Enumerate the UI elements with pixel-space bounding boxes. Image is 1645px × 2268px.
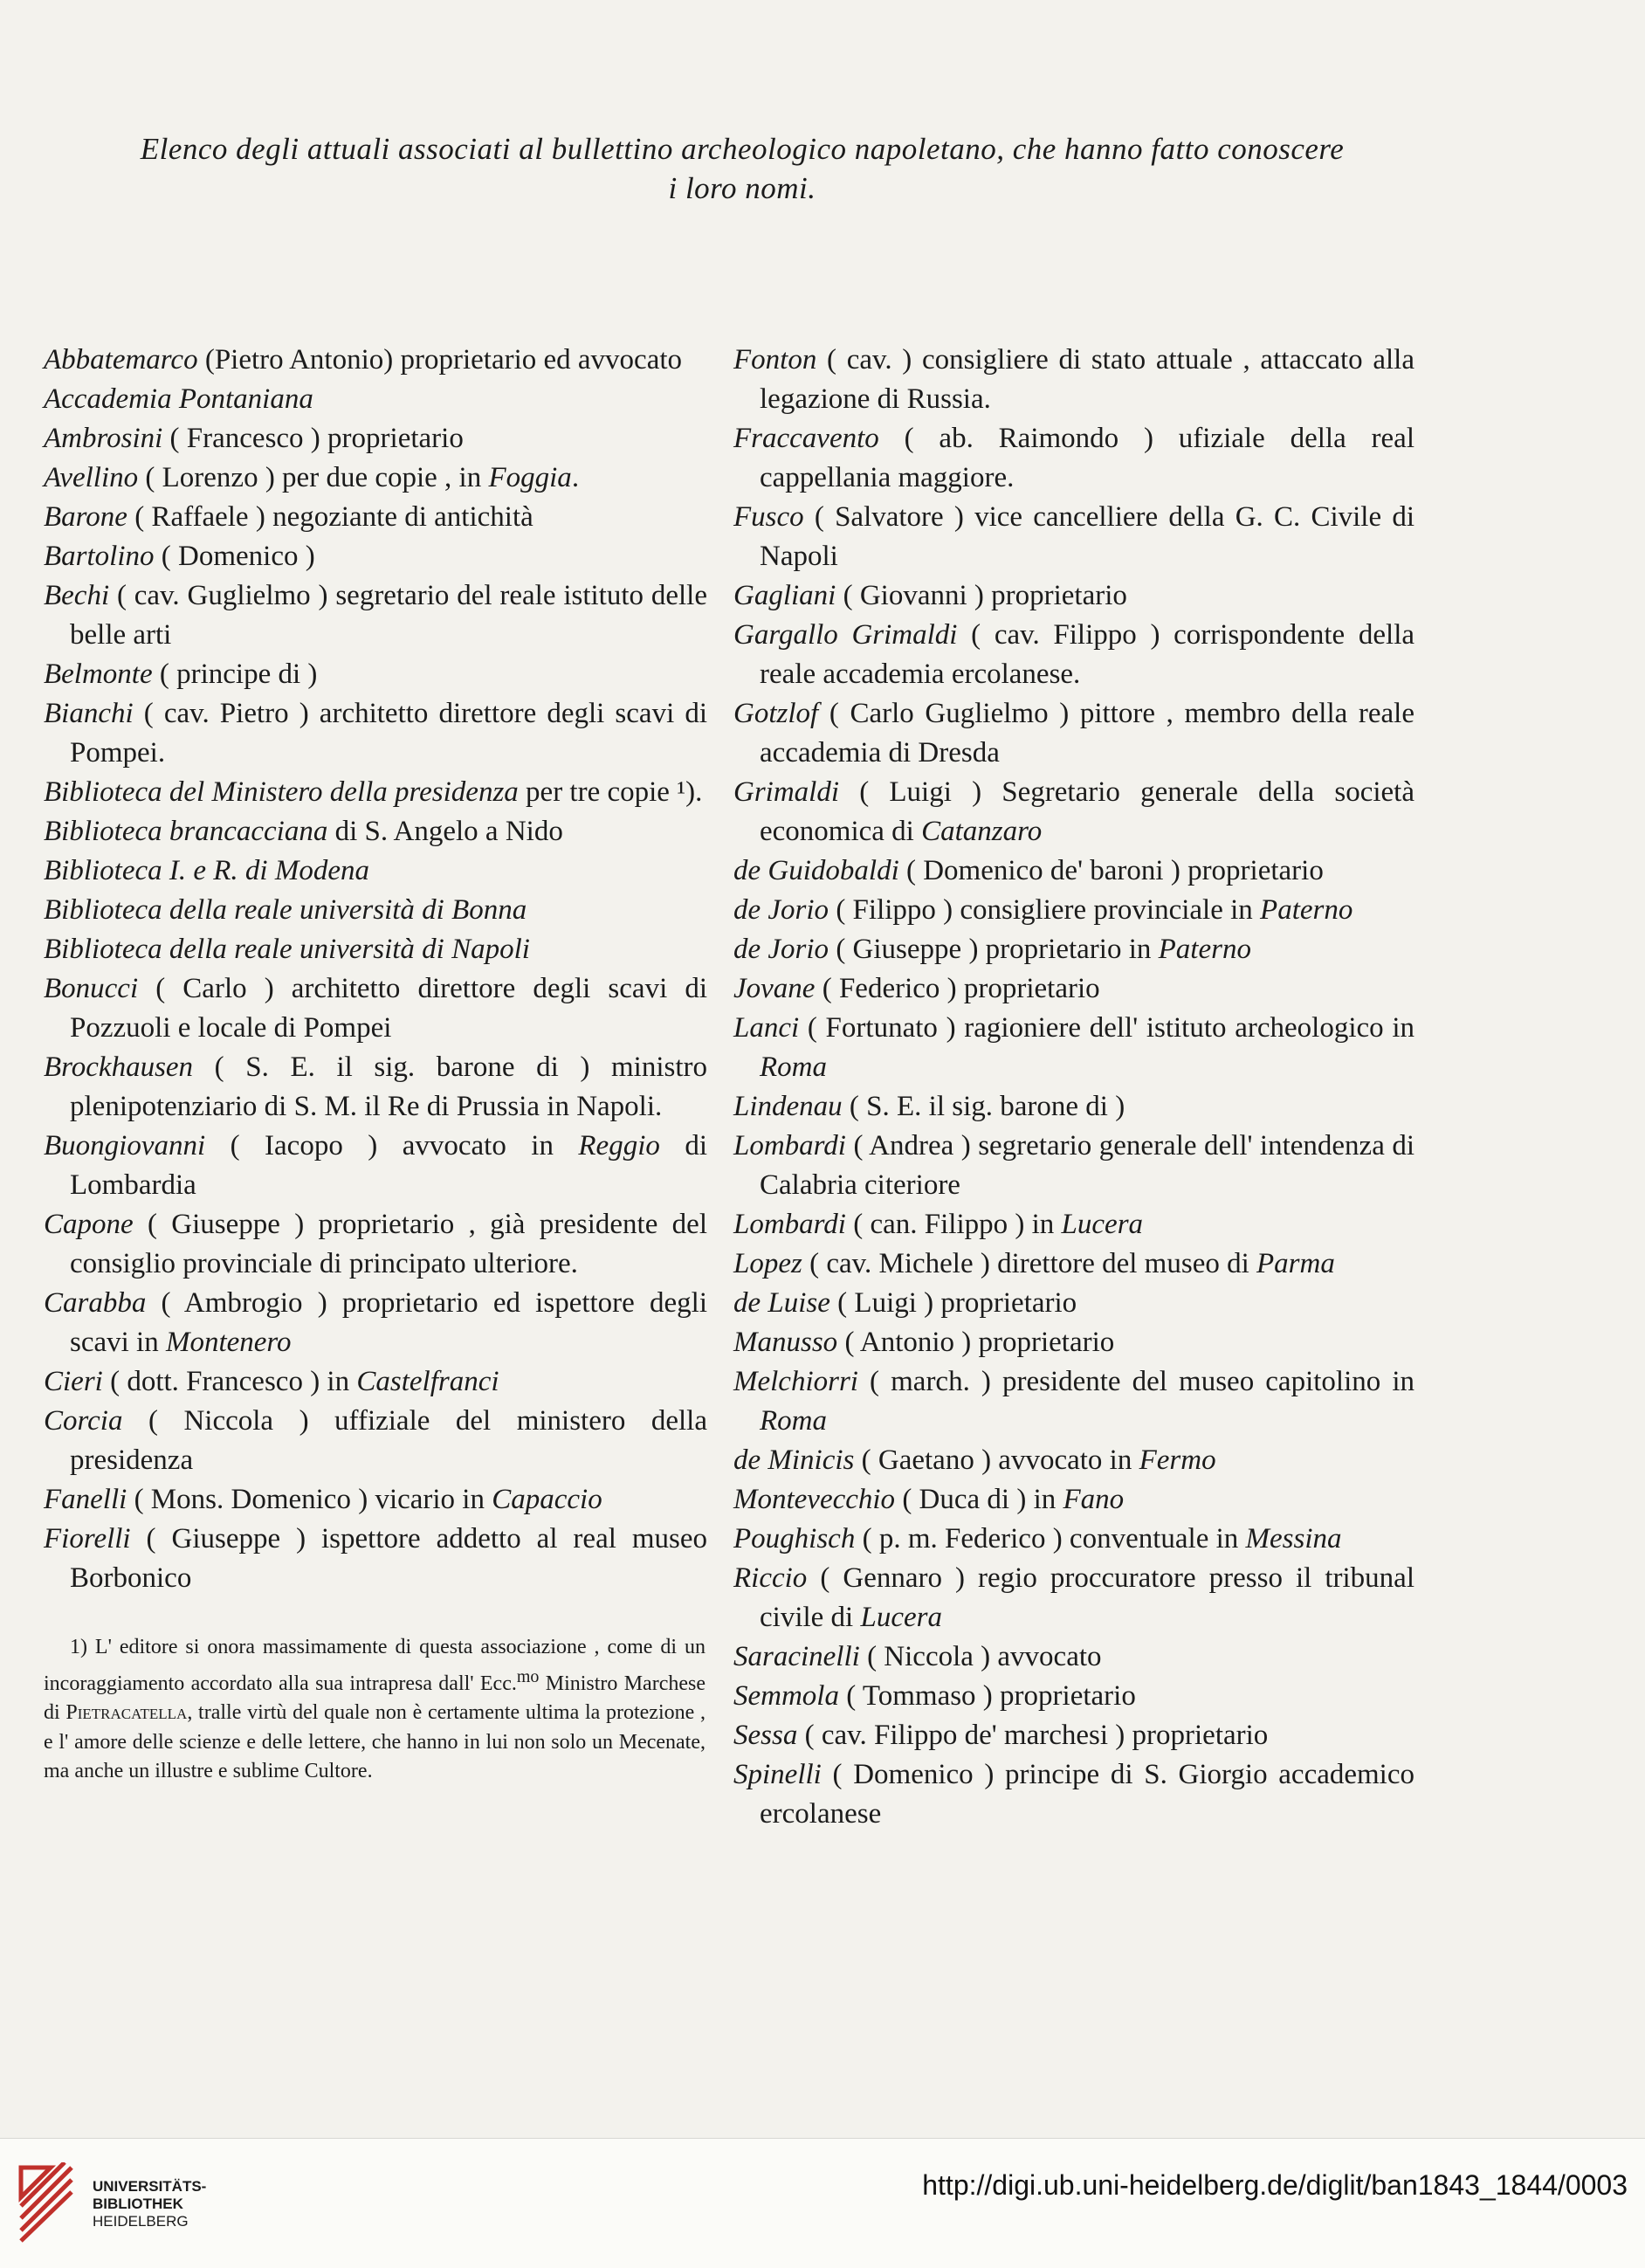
list-item bbox=[733, 1362, 1414, 1441]
entry-name: Montevecchio bbox=[733, 1484, 896, 1515]
entry-name: Ambrosini bbox=[44, 423, 163, 454]
entry-name: Jovane bbox=[733, 973, 816, 1004]
list-item bbox=[733, 498, 1414, 576]
entry-place: Lucera bbox=[860, 1602, 942, 1633]
source-url-link[interactable]: http://digi.ub.uni-heidelberg.de/diglit/ban1843_1844/0003 bbox=[922, 2169, 1628, 2201]
entry-place: Montenero bbox=[165, 1327, 292, 1358]
list-item bbox=[733, 1480, 1414, 1520]
entry-text: ( Niccola ) uffiziale del ministero della presidenza bbox=[70, 1405, 707, 1476]
entry-place: Foggia bbox=[488, 462, 572, 493]
entry-text: ( cav. Filippo ) corrispondente della reale accademia ercolanese. bbox=[760, 619, 1415, 690]
library-logo-icon bbox=[16, 2162, 77, 2243]
entry-text: per tre copie ¹). bbox=[518, 776, 703, 808]
list-item bbox=[733, 1284, 1414, 1323]
entry-text-after: . bbox=[571, 462, 580, 493]
list-item bbox=[733, 341, 1414, 419]
list-item bbox=[733, 576, 1414, 616]
entry-text: ( cav. Michele ) direttore del museo di bbox=[802, 1248, 1257, 1279]
entry-name: Biblioteca della reale università di Napoli bbox=[44, 934, 530, 965]
library-logo-text bbox=[93, 2178, 206, 2230]
entry-name: Gargallo Grimaldi bbox=[733, 619, 958, 651]
entry-name: Bechi bbox=[44, 580, 110, 611]
entry-name: Carabba bbox=[44, 1287, 147, 1319]
entry-name: Manusso bbox=[733, 1327, 838, 1358]
list-item bbox=[44, 1127, 707, 1205]
list-item bbox=[733, 694, 1414, 773]
list-item bbox=[733, 930, 1414, 969]
entry-text: ( Francesco ) proprietario bbox=[162, 423, 464, 454]
entry-place: Reggio bbox=[578, 1130, 660, 1162]
list-item bbox=[733, 1127, 1414, 1205]
entry-name: Semmola bbox=[733, 1680, 839, 1712]
entry-name: Fiorelli bbox=[44, 1523, 131, 1555]
list-item bbox=[44, 537, 707, 576]
entry-name: Fanelli bbox=[44, 1484, 127, 1515]
entry-text: ( Giuseppe ) ispettore addetto al real museo Borbonico bbox=[70, 1523, 707, 1594]
left-column bbox=[44, 341, 707, 1598]
entry-place: Catanzaro bbox=[921, 816, 1043, 847]
entry-name: Corcia bbox=[44, 1405, 123, 1437]
entry-name: Abbatemarco bbox=[44, 344, 198, 376]
logo-line-1: UNIVERSITÄTS- bbox=[93, 2178, 207, 2195]
entry-name: Spinelli bbox=[733, 1759, 822, 1790]
logo-line-3: HEIDELBERG bbox=[93, 2213, 189, 2230]
list-item bbox=[44, 851, 707, 891]
entry-text: ( Domenico de' baroni ) proprietario bbox=[898, 855, 1324, 886]
entry-place: Messina bbox=[1245, 1523, 1342, 1555]
entry-name: Poughisch bbox=[733, 1523, 856, 1555]
list-item bbox=[44, 1402, 707, 1480]
entry-text: ( Federico ) proprietario bbox=[815, 973, 1100, 1004]
list-item bbox=[733, 1637, 1414, 1677]
entry-name: Avellino bbox=[44, 462, 139, 493]
entry-name: Accademia Pontaniana bbox=[44, 383, 313, 415]
entry-place: Roma bbox=[760, 1405, 827, 1437]
entry-name: Capone bbox=[44, 1209, 134, 1240]
entry-text: ( Giuseppe ) proprietario , già presidente del consiglio provinciale di principato ulteriore. bbox=[70, 1209, 707, 1279]
entry-name: Biblioteca della reale università di Bonna bbox=[44, 894, 527, 926]
right-column bbox=[733, 341, 1414, 1834]
list-item bbox=[44, 419, 707, 458]
entry-text: ( cav. Guglielmo ) segretario del reale istituto delle belle arti bbox=[70, 580, 707, 651]
entry-place: Paterno bbox=[1260, 894, 1353, 926]
entry-name: Biblioteca brancacciana bbox=[44, 816, 328, 847]
list-item bbox=[733, 1441, 1414, 1480]
entry-name: Sessa bbox=[733, 1720, 798, 1751]
entry-name: Lombardi bbox=[733, 1209, 846, 1240]
entry-name: Cieri bbox=[44, 1366, 103, 1397]
entry-text: ( Niccola ) avvocato bbox=[859, 1641, 1102, 1672]
entry-place: Capaccio bbox=[492, 1484, 602, 1515]
entry-text: (Pietro Antonio) proprietario ed avvocato bbox=[197, 344, 683, 376]
list-item bbox=[733, 1520, 1414, 1559]
entry-text: ( Mons. Domenico ) vicario in bbox=[127, 1484, 492, 1515]
entry-text: ( Duca di ) in bbox=[895, 1484, 1063, 1515]
entry-name: de Guidobaldi bbox=[733, 855, 899, 886]
entry-name: Lombardi bbox=[733, 1130, 846, 1162]
footnote-text-2: Ministro Marchese di bbox=[44, 1672, 705, 1724]
list-item bbox=[44, 969, 707, 1048]
list-item bbox=[44, 694, 707, 773]
entry-text: ( cav. Pietro ) architetto direttore degli scavi di Pompei. bbox=[70, 698, 707, 769]
entry-text: di S. Angelo a Nido bbox=[327, 816, 563, 847]
entry-text: ( march. ) presidente del museo capitolino in bbox=[857, 1366, 1414, 1397]
list-item bbox=[44, 1520, 707, 1598]
list-item bbox=[733, 969, 1414, 1009]
entry-text: ( Domenico ) bbox=[154, 541, 315, 572]
list-item bbox=[44, 1362, 707, 1402]
entry-text: ( Giuseppe ) proprietario in bbox=[829, 934, 1159, 965]
entry-text: ( Filippo ) consigliere provinciale in bbox=[829, 894, 1261, 926]
entry-name: Barone bbox=[44, 501, 127, 533]
footnote-text-3: , tralle virtù del quale non è certamente ultima la protezione , e l' amore delle scienze e delle lettere, che hanno in lui non solo un Mecenate, ma anche un illustre e sublime Cultore. bbox=[44, 1701, 705, 1782]
list-item bbox=[733, 773, 1414, 851]
entry-place: Lucera bbox=[1061, 1209, 1144, 1240]
entry-text: ( Raffaele ) negoziante di antichità bbox=[127, 501, 533, 533]
list-item bbox=[733, 891, 1414, 930]
list-item bbox=[733, 616, 1414, 694]
entry-text: ( Luigi ) proprietario bbox=[829, 1287, 1077, 1319]
list-item bbox=[733, 1559, 1414, 1637]
entry-text: ( Salvatore ) vice cancelliere della G. C. Civile di Napoli bbox=[760, 501, 1414, 572]
list-item bbox=[44, 655, 707, 694]
entry-text: ( principe di ) bbox=[152, 658, 318, 690]
entry-name: Brockhausen bbox=[44, 1051, 194, 1083]
entry-place: Fano bbox=[1063, 1484, 1125, 1515]
list-item bbox=[44, 773, 707, 812]
list-item bbox=[44, 891, 707, 930]
entry-name: Buongiovanni bbox=[44, 1130, 206, 1162]
footnote-text-1: 1) L' editore si onora massimamente di questa associazione , come di un incoraggiamento accordato alla sua intrapresa dall' Ecc. bbox=[44, 1636, 705, 1695]
footnote-smallcaps-name: Pietracatella bbox=[65, 1701, 188, 1724]
entry-name: Biblioteca I. e R. di Modena bbox=[44, 855, 369, 886]
entry-place: Parma bbox=[1256, 1248, 1335, 1279]
entry-text: ( ab. Raimondo ) ufiziale della real cappellania maggiore. bbox=[760, 423, 1414, 493]
footnote bbox=[44, 1633, 705, 1787]
entry-text: ( Gaetano ) avvocato in bbox=[854, 1444, 1139, 1476]
entry-name: Fraccavento bbox=[733, 423, 879, 454]
footnote-superscript: mo bbox=[516, 1666, 540, 1686]
entry-name: Grimaldi bbox=[733, 776, 840, 808]
entry-text: ( cav. Filippo de' marchesi ) proprietario bbox=[797, 1720, 1269, 1751]
entry-name: Fusco bbox=[733, 501, 804, 533]
list-item bbox=[44, 1480, 707, 1520]
entry-text: ( Fortunato ) ragioniere dell' istituto archeologico in bbox=[799, 1012, 1414, 1044]
entry-place: Fermo bbox=[1139, 1444, 1216, 1476]
list-item bbox=[44, 498, 707, 537]
entry-name: Bartolino bbox=[44, 541, 155, 572]
entry-name: Bonucci bbox=[44, 973, 139, 1004]
entry-text: ( can. Filippo ) in bbox=[845, 1209, 1062, 1240]
list-item bbox=[733, 1716, 1414, 1755]
list-item bbox=[733, 1755, 1414, 1834]
entry-text: ( Luigi ) Segretario generale della società economica di bbox=[760, 776, 1414, 847]
entry-text: ( Antonio ) proprietario bbox=[837, 1327, 1115, 1358]
list-item bbox=[44, 1048, 707, 1127]
entry-place: Roma bbox=[760, 1051, 827, 1083]
logo-line-2: BIBLIOTHEK bbox=[93, 2196, 183, 2212]
list-item bbox=[44, 576, 707, 655]
entry-name: Gotzlof bbox=[733, 698, 819, 729]
entry-name: Biblioteca del Ministero della presidenza bbox=[44, 776, 519, 808]
list-item bbox=[733, 1087, 1414, 1127]
list-item bbox=[44, 341, 707, 380]
entry-name: Saracinelli bbox=[733, 1641, 860, 1672]
entry-place: Castelfranci bbox=[356, 1366, 499, 1397]
entry-name: Melchiorri bbox=[733, 1366, 858, 1397]
entry-text: ( Tommaso ) proprietario bbox=[838, 1680, 1136, 1712]
entry-name: Riccio bbox=[733, 1562, 808, 1594]
entry-text: ( Andrea ) segretario generale dell' intendenza di Calabria citeriore bbox=[760, 1130, 1414, 1201]
entry-name: Fonton bbox=[733, 344, 817, 376]
entry-text: ( Domenico ) principe di S. Giorgio accademico ercolanese bbox=[760, 1759, 1414, 1830]
entry-place: Paterno bbox=[1158, 934, 1251, 965]
entry-name: Belmonte bbox=[44, 658, 153, 690]
list-item bbox=[44, 930, 707, 969]
entry-text: ( S. E. il sig. barone di ) bbox=[842, 1091, 1125, 1122]
entry-text: ( Gennaro ) regio proccuratore presso il tribunal civile di bbox=[760, 1562, 1414, 1633]
list-item bbox=[44, 812, 707, 851]
entry-text: ( Carlo ) architetto direttore degli scavi di Pozzuoli e locale di Pompei bbox=[70, 973, 707, 1044]
entry-text: ( Carlo Guglielmo ) pittore , membro della reale accademia di Dresda bbox=[760, 698, 1414, 769]
list-item bbox=[733, 1009, 1414, 1087]
list-item bbox=[44, 458, 707, 498]
entry-name: Lanci bbox=[733, 1012, 800, 1044]
entry-text: ( dott. Francesco ) in bbox=[102, 1366, 357, 1397]
title-line-2: i loro nomi. bbox=[668, 171, 816, 205]
footer-bar bbox=[0, 2138, 1645, 2268]
list-item bbox=[44, 380, 707, 419]
entry-text: ( Lorenzo ) per due copie , in bbox=[138, 462, 489, 493]
entry-text: ( Iacopo ) avvocato in bbox=[205, 1130, 579, 1162]
list-item bbox=[733, 1677, 1414, 1716]
list-item bbox=[733, 419, 1414, 498]
entry-name: Gagliani bbox=[733, 580, 836, 611]
entry-name: Lopez bbox=[733, 1248, 802, 1279]
entry-text-after: di Lombardia bbox=[70, 1130, 707, 1201]
entry-text: ( Giovanni ) proprietario bbox=[836, 580, 1127, 611]
page-title bbox=[79, 129, 1406, 208]
list-item bbox=[733, 1323, 1414, 1362]
entry-name: Lindenau bbox=[733, 1091, 843, 1122]
entry-text: ( S. E. il sig. barone di ) ministro plenipotenziario di S. M. il Re di Prussia in Napoli. bbox=[70, 1051, 707, 1122]
entry-name: de Minicis bbox=[733, 1444, 855, 1476]
entry-text: ( cav. ) consigliere di stato attuale , attaccato alla legazione di Russia. bbox=[760, 344, 1414, 415]
entry-name: Bianchi bbox=[44, 698, 134, 729]
entry-name: de Luise bbox=[733, 1287, 830, 1319]
list-item bbox=[733, 1244, 1414, 1284]
list-item bbox=[44, 1284, 707, 1362]
entry-name: de Jorio bbox=[733, 894, 829, 926]
list-item bbox=[733, 851, 1414, 891]
list-item bbox=[44, 1205, 707, 1284]
list-item bbox=[733, 1205, 1414, 1244]
entry-text: ( p. m. Federico ) conventuale in bbox=[855, 1523, 1246, 1555]
title-line-1: Elenco degli attuali associati al bullettino archeologico napoletano, che hanno fatto conoscere bbox=[140, 132, 1345, 166]
entry-name: de Jorio bbox=[733, 934, 829, 965]
entry-text: ( Ambrogio ) proprietario ed ispettore degli scavi in bbox=[70, 1287, 707, 1358]
